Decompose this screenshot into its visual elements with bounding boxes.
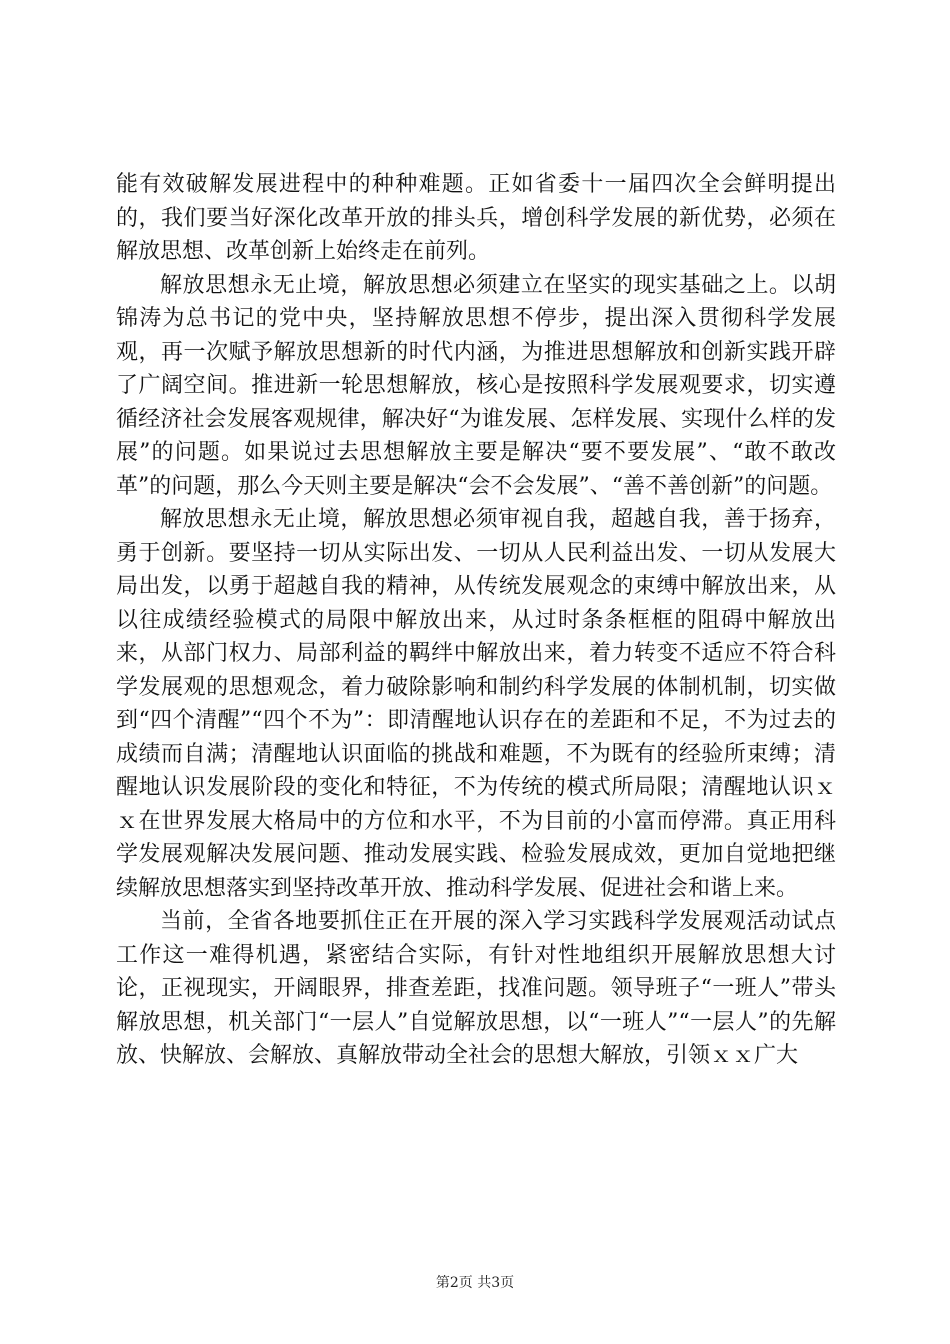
paragraph: 解放思想永无止境，解放思想必须审视自我，超越自我，善于扬弃，勇于创新。要坚持一切从实际出发、一切从人民利益出发、一切从发展大局出发，以勇于超越自我的精神，从传统发展观念的束缚中解放出来，从以往成绩经验模式的局限中解放出来，从过时条条框框的阻碍中解放出来，从部门权力、局部利益的羁绊中解放出来，着力转变不适应不符合科学发展观的思想观念，着力破除影响和制约科学发展的体制机制，切实做到“四个清醒”“四个不为”：即清醒地认识存在的差距和不足，不为过去的成绩而自满；清醒地认识面临的挑战和难题，不为既有的经验所束缚；清醒地认识发展阶段的变化和特征，不为传统的模式所局限；清醒地认识ｘｘ在世界发展大格局中的方位和水平，不为目前的小富而停滞。真正用科学发展观解决发展问题、推动发展实践、检验发展成效，更加自觉地把继续解放思想落实到坚持改革开放、推动科学发展、促进社会和谐上来。 — [116, 507, 836, 901]
paragraph: 解放思想永无止境，解放思想必须建立在坚实的现实基础之上。以胡锦涛为总书记的党中央，坚持解放思想不停步，提出深入贯彻科学发展观，再一次赋予解放思想新的时代内涵，为推进思想解放和创新实践开辟了广阔空间。推进新一轮思想解放，核心是按照科学发展观要求，切实遵循经济社会发展客观规律，解决好“为谁发展、怎样发展、实现什么样的发展”的问题。如果说过去思想解放主要是解决“要不要发展”、“敢不敢改革”的问题，那么今天则主要是解决“会不会发展”、“善不善创新”的问题。 — [116, 272, 836, 499]
document-body — [116, 168, 836, 1073]
paragraph: 当前，全省各地要抓住正在开展的深入学习实践科学发展观活动试点工作这一难得机遇，紧密结合实际，有针对性地组织开展解放思想大讨论，正视现实，开阔眼界，排查差距，找准问题。领导班子“一班人”带头解放思想，机关部门“一层人”自觉解放思想，以“一班人”“一层人”的先解放、快解放、会解放、真解放带动全社会的思想大解放，引领ｘｘ广大 — [116, 909, 836, 1068]
page-footer: 第2页 共3页 — [435, 1275, 515, 1291]
paragraph-continuation: 能有效破解发展进程中的种种难题。正如省委十一届四次全会鲜明提出的，我们要当好深化改革开放的排头兵，增创科学发展的新优势，必须在解放思想、改革创新上始终走在前列。 — [116, 172, 836, 264]
